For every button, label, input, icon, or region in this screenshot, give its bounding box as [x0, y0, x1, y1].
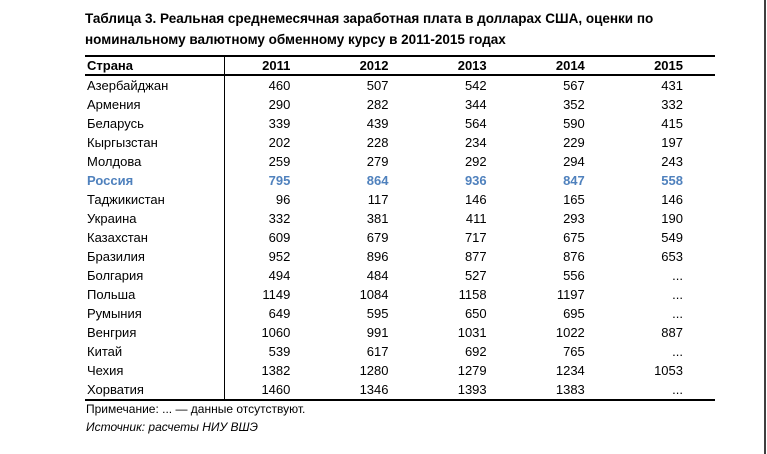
table-row: [85, 361, 715, 380]
value-cell: ...: [672, 382, 683, 397]
value-cell: 542: [464, 78, 487, 93]
value-cell: 1383: [555, 382, 585, 397]
value-cell: 650: [464, 306, 487, 321]
value-cell: 1060: [261, 325, 291, 340]
value-cell: 439: [366, 116, 389, 131]
value-cell: 96: [275, 192, 291, 207]
country-cell: Казахстан: [85, 228, 224, 247]
table-row: [85, 228, 715, 247]
country-cell: Румыния: [85, 304, 224, 323]
table-row: [85, 285, 715, 304]
value-cell: 649: [268, 306, 291, 321]
table-row: [85, 114, 715, 133]
value-cell: 558: [661, 173, 683, 188]
value-cell: 1234: [555, 363, 585, 378]
value-cell: 197: [661, 135, 683, 150]
column-header-year: 2014: [519, 56, 617, 75]
value-cell: 190: [661, 211, 683, 226]
value-cell: ...: [672, 306, 683, 321]
value-cell: 146: [464, 192, 487, 207]
value-cell: 527: [464, 268, 487, 283]
value-cell: 243: [661, 154, 683, 169]
country-cell: Венгрия: [85, 323, 224, 342]
country-cell: Азербайджан: [85, 75, 224, 95]
value-cell: 352: [563, 97, 585, 112]
value-cell: 229: [563, 135, 585, 150]
table-source: Источник: расчеты НИУ ВШЭ: [86, 420, 258, 434]
value-cell: 202: [268, 135, 291, 150]
value-cell: 165: [563, 192, 585, 207]
value-cell: 717: [464, 230, 487, 245]
value-cell: 1022: [555, 325, 585, 340]
value-cell: 460: [268, 78, 291, 93]
value-cell: 1197: [556, 287, 585, 302]
value-cell: 294: [563, 154, 585, 169]
value-cell: 339: [268, 116, 291, 131]
table-row: [85, 266, 715, 285]
value-cell: ...: [672, 287, 683, 302]
country-cell: Польша: [85, 285, 224, 304]
value-cell: 234: [464, 135, 487, 150]
value-cell: 259: [268, 154, 291, 169]
table-title: Таблица 3. Реальная среднемесячная заработная плата в долларах США, оценки по номинальному валютному обменному курсу в 2011-2015 годах: [85, 11, 654, 47]
value-cell: 877: [464, 249, 487, 264]
table-row: [85, 323, 715, 342]
value-cell: 617: [366, 344, 389, 359]
table-row: [85, 342, 715, 361]
value-cell: 494: [268, 268, 291, 283]
value-cell: 952: [268, 249, 291, 264]
value-cell: 653: [661, 249, 683, 264]
value-cell: 692: [464, 344, 487, 359]
value-cell: 228: [366, 135, 389, 150]
table-row: [85, 304, 715, 323]
value-cell: 282: [366, 97, 389, 112]
value-cell: 332: [268, 211, 291, 226]
table-note: Примечание: ... — данные отсутствуют.: [86, 402, 306, 416]
column-header-country: Страна: [85, 56, 224, 75]
value-cell: 290: [268, 97, 291, 112]
table-row: [85, 75, 715, 95]
country-cell: Армения: [85, 95, 224, 114]
value-cell: 695: [563, 306, 585, 321]
value-cell: 567: [563, 78, 585, 93]
table-body: [85, 75, 715, 400]
value-cell: 1382: [261, 363, 291, 378]
value-cell: 991: [366, 325, 389, 340]
value-cell: 117: [367, 192, 389, 207]
value-cell: 679: [366, 230, 389, 245]
value-cell: 332: [661, 97, 683, 112]
column-header-year: 2012: [322, 56, 420, 75]
value-cell: 344: [464, 97, 487, 112]
value-cell: 381: [366, 211, 389, 226]
value-cell: 1460: [261, 382, 291, 397]
value-cell: 1393: [457, 382, 487, 397]
column-header-year: 2015: [617, 56, 715, 75]
value-cell: 564: [464, 116, 487, 131]
value-cell: 1279: [457, 363, 487, 378]
page-edge-line: [764, 0, 766, 454]
wage-table: [85, 55, 715, 401]
value-cell: ...: [672, 344, 683, 359]
value-cell: 590: [563, 116, 585, 131]
value-cell: 279: [366, 154, 389, 169]
value-cell: 864: [366, 173, 389, 188]
value-cell: 1031: [457, 325, 487, 340]
value-cell: 1084: [359, 287, 389, 302]
country-cell: Таджикистан: [85, 190, 224, 209]
table-row: [85, 209, 715, 228]
country-cell: Кыргызстан: [85, 133, 224, 152]
value-cell: 876: [563, 249, 585, 264]
value-cell: 484: [366, 268, 389, 283]
value-cell: ...: [672, 268, 683, 283]
value-cell: 1158: [458, 287, 487, 302]
country-cell: Беларусь: [85, 114, 224, 133]
value-cell: 292: [464, 154, 487, 169]
value-cell: 675: [563, 230, 585, 245]
column-header-year: 2011: [224, 56, 322, 75]
value-cell: 896: [366, 249, 389, 264]
value-cell: 411: [465, 211, 487, 226]
country-cell: Хорватия: [85, 380, 224, 400]
value-cell: 556: [563, 268, 585, 283]
value-cell: 1280: [359, 363, 389, 378]
table-row: [85, 152, 715, 171]
value-cell: 765: [563, 344, 585, 359]
table-row: [85, 380, 715, 400]
table-row: [85, 247, 715, 266]
country-cell: Бразилия: [85, 247, 224, 266]
value-cell: 609: [268, 230, 291, 245]
value-cell: 539: [268, 344, 291, 359]
value-cell: 1053: [654, 363, 683, 378]
value-cell: 146: [661, 192, 683, 207]
value-cell: 887: [661, 325, 683, 340]
table-row: [85, 171, 715, 190]
value-cell: 1149: [262, 287, 291, 302]
value-cell: 293: [563, 211, 585, 226]
value-cell: 507: [366, 78, 389, 93]
table-row: [85, 190, 715, 209]
value-cell: 936: [464, 173, 487, 188]
value-cell: 795: [268, 173, 291, 188]
table-row: [85, 133, 715, 152]
country-cell: Чехия: [85, 361, 224, 380]
country-cell: Болгария: [85, 266, 224, 285]
country-cell: Китай: [85, 342, 224, 361]
value-cell: 595: [366, 306, 389, 321]
value-cell: 415: [661, 116, 683, 131]
country-cell: Украина: [85, 209, 224, 228]
country-cell: Молдова: [85, 152, 224, 171]
country-cell: Россия: [85, 171, 224, 190]
value-cell: 431: [661, 78, 683, 93]
value-cell: 1346: [359, 382, 389, 397]
value-cell: 549: [661, 230, 683, 245]
table-header-row: [85, 56, 715, 75]
value-cell: 847: [563, 173, 585, 188]
column-header-year: 2013: [421, 56, 519, 75]
table-row: [85, 95, 715, 114]
